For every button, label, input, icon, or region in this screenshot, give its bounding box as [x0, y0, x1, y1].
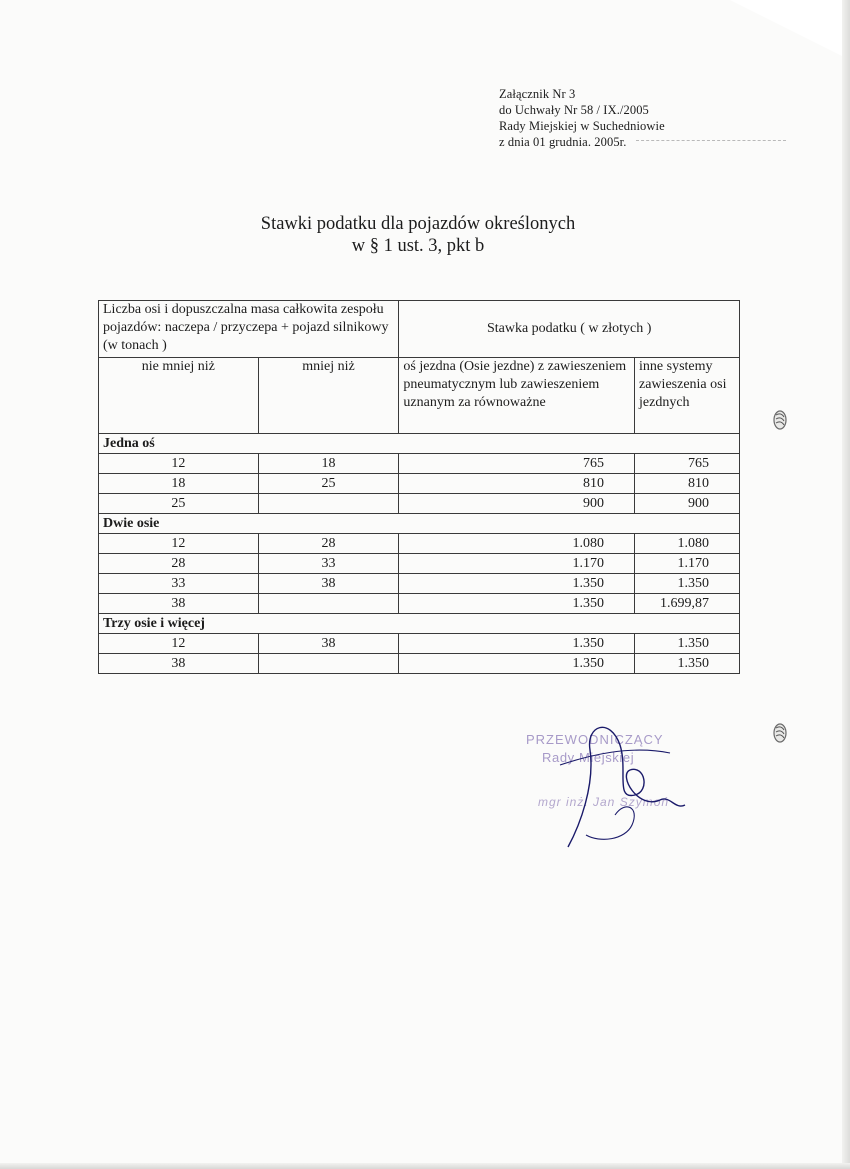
section-label: Dwie osie — [99, 514, 740, 534]
title-line-1: Stawki podatku dla pojazdów określonych — [260, 214, 576, 234]
table-row — [99, 554, 740, 574]
cell-not-less-than: 12 — [99, 634, 259, 654]
table-row — [99, 454, 740, 474]
punch-hole-icon — [772, 722, 788, 744]
cell-rate-pneumatic: 765 — [399, 454, 635, 474]
cell-rate-pneumatic: 1.350 — [399, 634, 635, 654]
cell-less-than: 38 — [258, 634, 399, 654]
table-row — [99, 654, 740, 674]
cell-less-than — [258, 654, 399, 674]
cell-rate-pneumatic: 1.350 — [399, 654, 635, 674]
cell-rate-other: 1.350 — [635, 574, 740, 594]
cell-rate-other: 1.699,87 — [635, 594, 740, 614]
cell-not-less-than: 12 — [99, 534, 259, 554]
cell-rate-pneumatic: 1.350 — [399, 574, 635, 594]
table-header-row — [99, 301, 740, 358]
cell-not-less-than: 33 — [99, 574, 259, 594]
table-subheader-row — [99, 358, 740, 434]
stamp-title: PRZEWODNICZĄCY — [526, 732, 664, 747]
tax-rate-table — [98, 300, 740, 674]
section-label: Trzy osie i więcej — [99, 614, 740, 634]
council-chair-stamp — [520, 715, 710, 855]
table-row — [99, 534, 740, 554]
header-less-than: mniej niż — [258, 358, 399, 434]
section-label: Jedna oś — [99, 434, 740, 454]
cell-not-less-than: 28 — [99, 554, 259, 574]
cell-rate-other: 1.350 — [635, 654, 740, 674]
cell-rate-other: 1.350 — [635, 634, 740, 654]
cell-less-than: 18 — [258, 454, 399, 474]
cell-rate-pneumatic: 1.350 — [399, 594, 635, 614]
header-axles-mass: Liczba osi i dopuszczalna masa całkowita zespołu pojazdów: naczepa / przyczepa + pojazd silnikowy (w tonach ) — [99, 301, 399, 358]
stamp-name: mgr inż. Jan Szymoń — [538, 795, 670, 809]
title-line-2: w § 1 ust. 3, pkt b — [351, 236, 485, 256]
header-underline — [636, 140, 786, 141]
table-row — [99, 474, 740, 494]
header-tax-rate: Stawka podatku ( w złotych ) — [399, 301, 740, 358]
cell-rate-pneumatic: 810 — [399, 474, 635, 494]
section-header-row — [99, 614, 740, 634]
cell-less-than — [258, 594, 399, 614]
stamp-council: Rady Miejskiej — [542, 750, 635, 765]
section-header-row — [99, 514, 740, 534]
attachment-number: Załącznik Nr 3 — [499, 87, 576, 101]
cell-not-less-than: 18 — [99, 474, 259, 494]
cell-rate-pneumatic: 1.170 — [399, 554, 635, 574]
punch-hole-icon — [772, 409, 788, 431]
cell-less-than: 25 — [258, 474, 399, 494]
cell-rate-other: 900 — [635, 494, 740, 514]
cell-less-than: 28 — [258, 534, 399, 554]
cell-less-than — [258, 494, 399, 514]
handwritten-signature — [520, 715, 710, 855]
scan-edge-bottom — [0, 1163, 850, 1169]
header-pneumatic-suspension: oś jezdna (Osie jezdne) z zawieszeniem pneumatycznym lub zawieszeniem uznanym za równoważne — [399, 358, 635, 434]
cell-rate-other: 810 — [635, 474, 740, 494]
table-row — [99, 634, 740, 654]
cell-not-less-than: 12 — [99, 454, 259, 474]
scan-edge-right — [842, 0, 850, 1169]
cell-not-less-than: 25 — [99, 494, 259, 514]
cell-rate-other: 1.080 — [635, 534, 740, 554]
section-header-row — [99, 434, 740, 454]
cell-rate-pneumatic: 1.080 — [399, 534, 635, 554]
resolution-date: z dnia 01 grudnia. 2005r. — [499, 135, 627, 149]
cell-not-less-than: 38 — [99, 654, 259, 674]
cell-less-than: 38 — [258, 574, 399, 594]
resolution-number: do Uchwały Nr 58 / IX./2005 — [499, 103, 649, 117]
cell-rate-other: 1.170 — [635, 554, 740, 574]
cell-rate-other: 765 — [635, 454, 740, 474]
table-row — [99, 494, 740, 514]
cell-not-less-than: 38 — [99, 594, 259, 614]
council-name: Rady Miejskiej w Suchedniowie — [499, 119, 665, 133]
table-row — [99, 574, 740, 594]
folded-corner — [730, 0, 850, 60]
table-row — [99, 594, 740, 614]
header-not-less-than: nie mniej niż — [99, 358, 259, 434]
cell-rate-pneumatic: 900 — [399, 494, 635, 514]
document-title — [200, 213, 636, 257]
header-other-suspension: inne systemy zawieszenia osi jezdnych — [635, 358, 740, 434]
cell-less-than: 33 — [258, 554, 399, 574]
